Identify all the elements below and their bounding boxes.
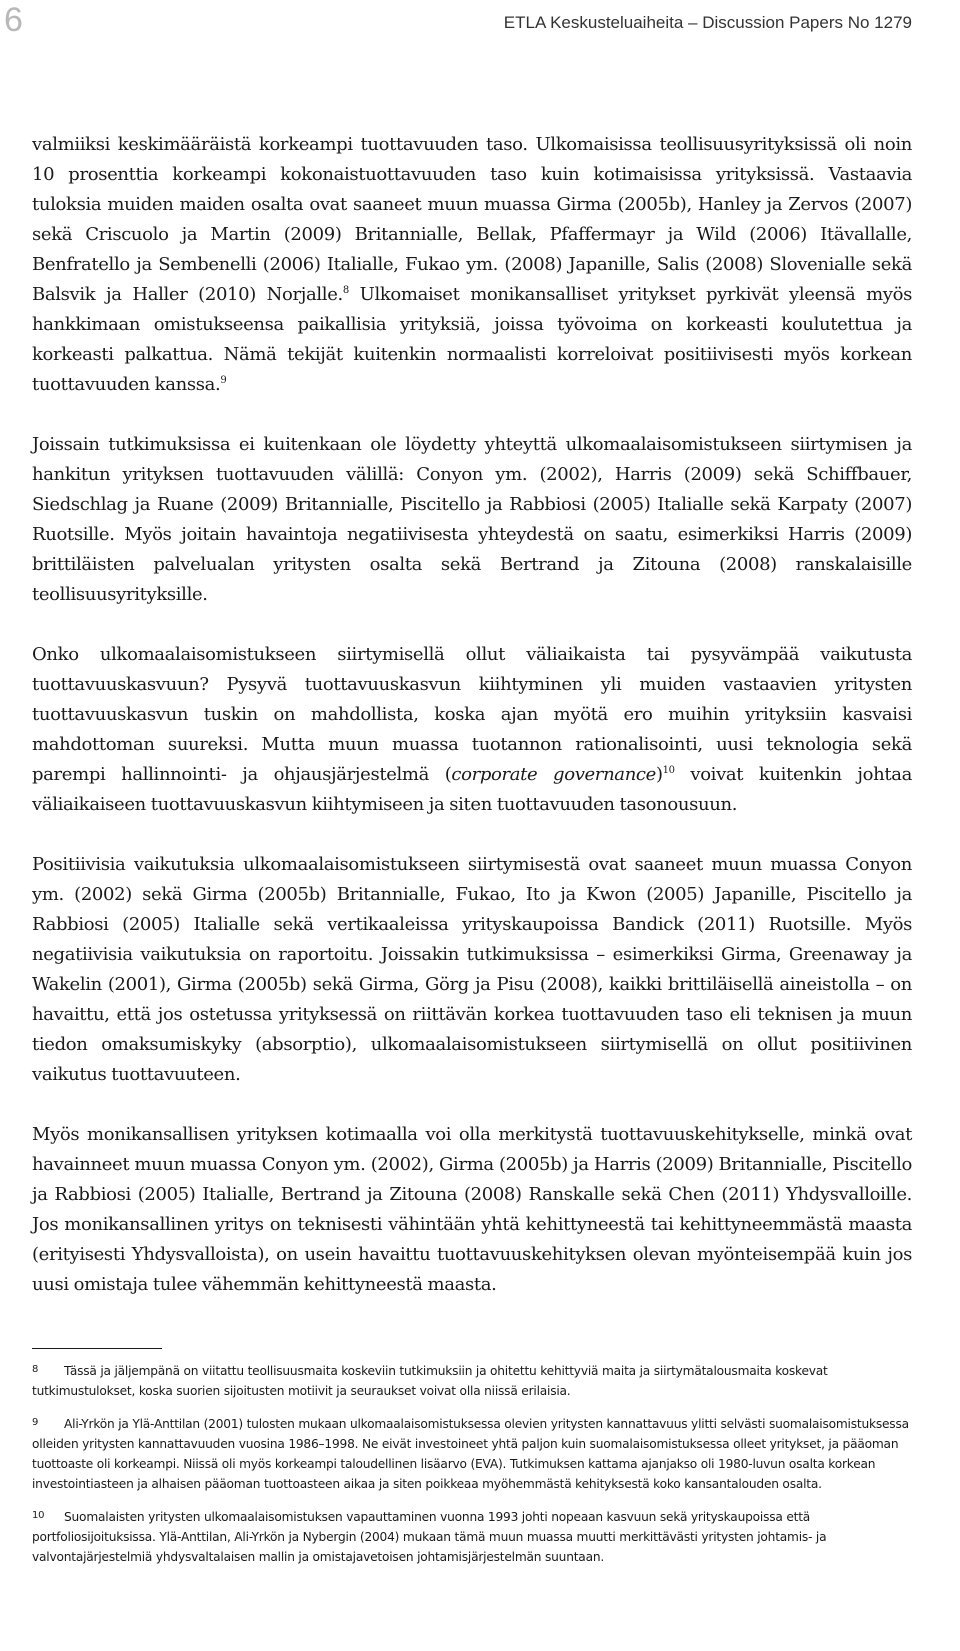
body-paragraph — [32, 1120, 912, 1300]
footnote-number: 10 — [32, 1510, 45, 1521]
footnote — [32, 1413, 912, 1494]
body-paragraph — [32, 640, 912, 820]
italic-term: corporate governance — [451, 764, 656, 785]
page-number: 6 — [4, 1, 23, 39]
running-header-title: ETLA Keskusteluaiheita – Discussion Papers No 1279 — [503, 13, 912, 32]
paragraph-text: Myös monikansallisen yrityksen kotimaalla voi olla merkitystä tuottavuuskehitykselle, minkä ovat havainneet muun muassa Conyon ym. (2002), Girma (2005b) ja Harris (2009) Britannialle, Piscitello ja Rabbiosi (2005) Italialle, Bertrand ja Zitouna (2008) Ranskalle sekä Chen (2011) Yhdysvalloille. Jos monikansallinen yritys on teknisesti vähintään yhtä kehittyneestä tai kehittyneemmästä maasta (erityisesti Yhdysvalloista), on usein havaittu tuottavuuskehityksen olevan myönteisempää kuin jos uusi omistaja tulee vähemmän kehittyneestä maasta. — [32, 1124, 912, 1295]
paragraph-text: Joissain tutkimuksissa ei kuitenkaan ole löydetty yhteyttä ulkomaalaisomistukseen siirtymisen ja hankitun yrityksen tuottavuuden välillä: Conyon ym. (2002), Harris (2009) sekä Schiffbauer, Siedschlag ja Ruane (2009) Britannialle, Piscitello ja Rabbiosi (2005) Italialle sekä Karpaty (2007) Ruotsille. Myös joitain havaintoja negatiivisesta yhteydestä on saatu, esimerkiksi Harris (2009) brittiläisten palvelualan yritysten osalta sekä Bertrand ja Zitouna (2008) ranskalaisille teollisuusyrityksille. — [32, 434, 912, 605]
footnote-number: 9 — [32, 1417, 39, 1428]
paragraph-text: Ulkomaiset monikansalliset yritykset pyrkivät yleensä myös hankkimaan omistukseensa paikallisia yrityksiä, joissa työvoima on korkeasti koulutettua ja korkeasti palkattua. Nämä tekijät kuitenkin normaalisti korreloivat positiivisesti myös korkean tuottavuuden kanssa. — [32, 284, 913, 395]
footnote-text: Tässä ja jäljempänä on viitattu teollisuusmaita koskeviin tutkimuksiin ja ohitettu kehittyviä maita ja siirtymätalousmaita koskevat tutkimustulokset, koska suorien sijoitusten motiivit ja seuraukset voivat olla niissä erilaisia. — [32, 1364, 828, 1398]
paragraph-text: Onko ulkomaalaisomistukseen siirtymisellä ollut väliaikaista tai pysyvämpää vaikutusta tuottavuuskasvuun? Pysyvä tuottavuuskasvun kiihtyminen yli muiden vastaavien yritysten tuottavuuskasvun tuskin on mahdollista, koska ajan myötä ero muihin yrityksiin kasvaisi mahdottoman suureksi. Mutta muun muassa tuotannon rationalisointi, uusi teknologia sekä parempi hallinnointi- ja ohjausjärjestelmä ( — [32, 644, 912, 785]
body-paragraph — [32, 130, 912, 400]
paragraph-text: valmiiksi keskimääräistä korkeampi tuottavuuden taso. Ulkomaisissa teollisuusyrityksissä oli noin 10 prosenttia korkeampi kokonaistuottavuuden taso kuin kotimaisissa yrityksissä. Vastaavia tuloksia muiden maiden osalta ovat saaneet muun muassa Girma (2005b), Hanley ja Zervos (2007) sekä Criscuolo ja Martin (2009) Britannialle, Bellak, Pfaffermayr ja Wild (2006) Itävallalle, Benfratello ja Sembenelli (2006) Italialle, Fukao ym. (2008) Japanille, Salis (2008) Slovenialle sekä Balsvik ja Haller (2010) Norjalle. — [32, 134, 912, 305]
footnote-reference: 9 — [220, 375, 227, 386]
footnotes-section — [32, 1360, 912, 1579]
body-paragraph — [32, 850, 912, 1090]
footnote — [32, 1506, 912, 1567]
footnote — [32, 1360, 912, 1401]
footnote-reference: 8 — [342, 285, 349, 296]
paragraph-text: voivat kuitenkin johtaa väliaikaiseen tuottavuuskasvun kiihtymiseen ja siten tuottavuuden tasonousuun. — [32, 764, 912, 815]
paragraph-text: Positiivisia vaikutuksia ulkomaalaisomistukseen siirtymisestä ovat saaneet muun muassa Conyon ym. (2002) sekä Girma (2005b) Britannialle, Fukao, Ito ja Kwon (2005) Japanille, Piscitello ja Rabbiosi (2005) Italialle sekä vertikaaleissa yrityskaupoissa Bandick (2011) Ruotsille. Myös negatiivisia vaikutuksia on raportoitu. Joissakin tutkimuksissa – esimerkiksi Girma, Greenaway ja Wakelin (2001), Girma (2005b) sekä Girma, Görg ja Pisu (2008), kaikki brittiläisellä aineistolla – on havaittu, että jos ostetussa yrityksessä on riittävän korkea tuottavuuden taso eli teknisen ja muun tiedon omaksumiskyky (absorptio), ulkomaalaisomistukseen siirtymisellä on ollut positiivinen vaikutus tuottavuuteen. — [32, 854, 912, 1085]
footnote-divider — [32, 1348, 162, 1349]
body-paragraph — [32, 430, 912, 610]
footnote-reference: 10 — [662, 765, 675, 776]
footnote-text: Suomalaisten yritysten ulkomaalaisomistuksen vapauttaminen vuonna 1993 johti nopeaan kasvuun sekä yrityskaupoissa että portfoliosijoituksissa. Ylä-Anttilan, Ali-Yrkön ja Nybergin (2004) mukaan tämä muun muassa muutti merkittävästi yritysten johtamis- ja valvontajärjestelmiä yhdysvaltalaisen mallin ja omistajavetoisen johtamisjärjestelmän suuntaan. — [32, 1510, 827, 1564]
body-text — [32, 130, 912, 1330]
footnote-text: Ali-Yrkön ja Ylä-Anttilan (2001) tulosten mukaan ulkomaalaisomistuksessa olevien yritysten kannattavuus ylitti selvästi suomalaisomistuksessa olleiden yritysten kannattavuuden vuosina 1986–1998. Ne eivät investoineet yhtä paljon kuin suomalaisomistuksessa olleet yritykset, ja pääoman tuottoaste oli korkeampi. Niissä oli myös korkeampi taloudellinen lisäarvo (EVA). Tutkimuksen kattama ajanjakso oli 1980-luvun osalta korkean investointiasteen ja alhaisen pääoman tuottoasteen aikaa ja siten poikkeaa myöhemmästä kehityksestä koko kansantalouden osalta. — [32, 1417, 909, 1491]
footnote-number: 8 — [32, 1364, 39, 1375]
paragraph-text: ) — [655, 764, 663, 785]
